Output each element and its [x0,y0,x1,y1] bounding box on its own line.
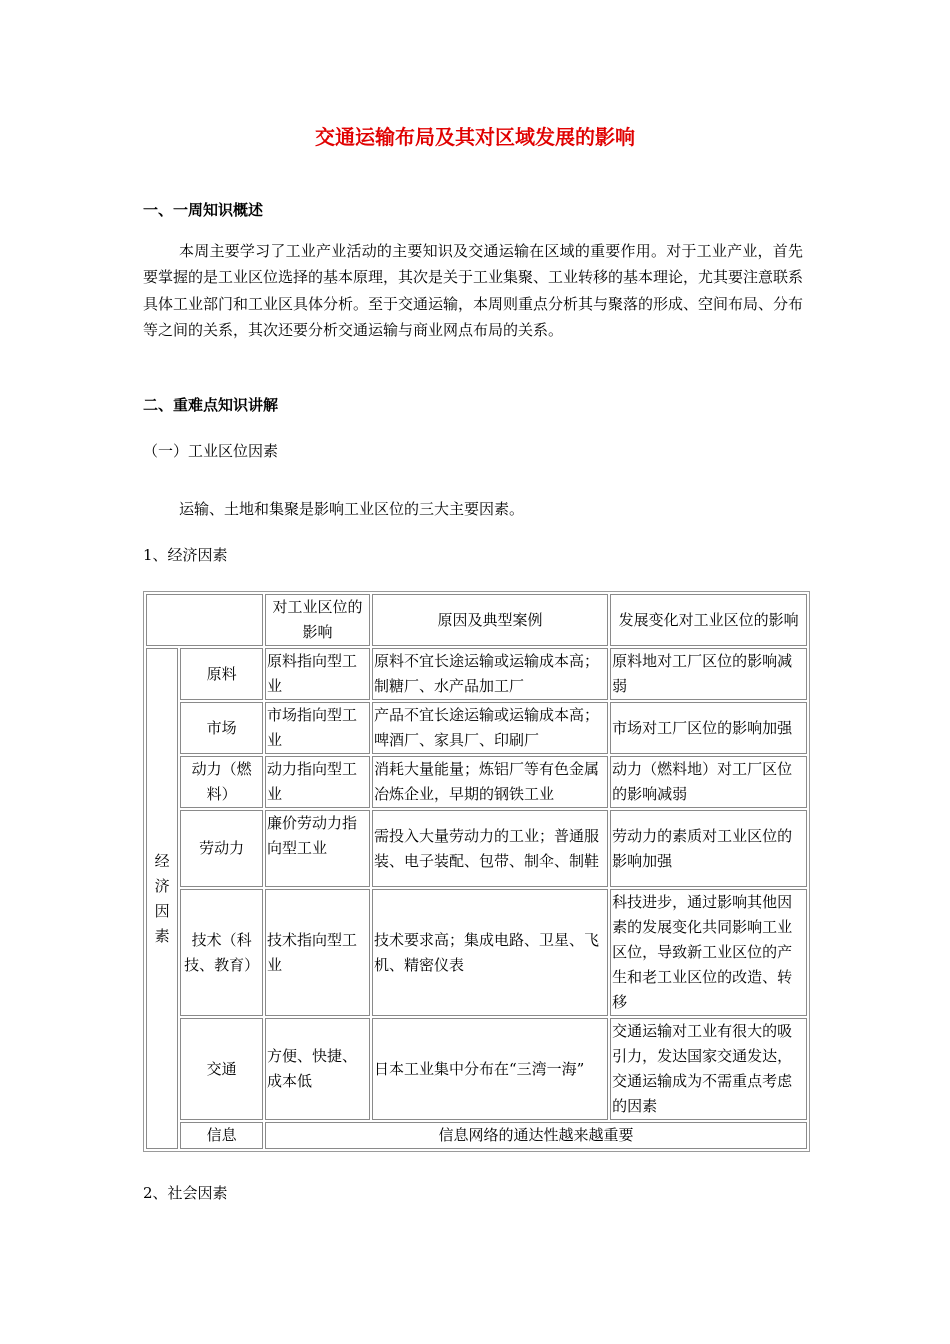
table-row [146,648,807,700]
factor-cell: 信息 [180,1122,263,1149]
table-row [146,702,807,754]
change-cell: 劳动力的素质对工业区位的影响加强 [610,810,807,887]
change-cell: 交通运输对工业有很大的吸引力，发达国家交通发达，交通运输成为不需重点考虑的因素 [610,1018,807,1120]
factor-cell: 技术（科技、教育） [180,889,263,1016]
influence-cell: 市场指向型工业 [265,702,370,754]
reason-cell: 消耗大量能量；炼铝厂等有色金属冶炼企业，早期的钢铁工业 [372,756,608,808]
section-heading-key-points: 二、重难点知识讲解 [143,396,279,414]
group-label-cell: 经济因素 [146,648,178,1149]
factor-cell: 劳动力 [180,810,263,887]
section-heading-overview: 一、一周知识概述 [143,201,264,219]
factor-cell: 交通 [180,1018,263,1120]
header-empty-cell [146,594,263,646]
intro-text: 运输、土地和集聚是影响工业区位的三大主要因素。 [179,500,525,518]
table-row-info [146,1122,807,1149]
header-influence: 对工业区位的影响 [265,594,370,646]
reason-cell: 产品不宜长途运输或运输成本高；啤酒厂、家具厂、印刷厂 [372,702,608,754]
reason-cell: 需投入大量劳动力的工业；普通服装、电子装配、包带、制伞、制鞋 [372,810,608,887]
change-cell: 市场对工厂区位的影响加强 [610,702,807,754]
economic-factors-table [143,591,810,1152]
influence-cell: 动力指向型工业 [265,756,370,808]
header-reason: 原因及典型案例 [372,594,608,646]
change-cell: 动力（燃料地）对工厂区位的影响减弱 [610,756,807,808]
info-text-cell: 信息网络的通达性越来越重要 [265,1122,807,1149]
change-cell: 原料地对工厂区位的影响减弱 [610,648,807,700]
table-row [146,1018,807,1120]
table-row [146,889,807,1016]
social-factors-heading: 2、社会因素 [143,1184,228,1202]
header-change: 发展变化对工业区位的影响 [610,594,807,646]
factor-cell: 动力（燃料） [180,756,263,808]
influence-cell: 技术指向型工业 [265,889,370,1016]
subsection-heading-industrial-location: （一）工业区位因素 [143,442,279,460]
economic-factors-heading: 1、经济因素 [143,546,228,564]
factor-cell: 市场 [180,702,263,754]
reason-cell: 日本工业集中分布在“三湾一海” [372,1018,608,1120]
reason-cell: 技术要求高；集成电路、卫星、飞机、精密仪表 [372,889,608,1016]
table-header-row [146,594,807,646]
table-row [146,810,807,887]
reason-cell: 原料不宜长途运输或运输成本高；制糖厂、水产品加工厂 [372,648,608,700]
overview-paragraph: 本周主要学习了工业产业活动的主要知识及交通运输在区域的重要作用。对于工业产业，首先要掌握的是工业区位选择的基本原理，其次是关于工业集聚、工业转移的基本理论，尤其要注意联系具体工业部门和工业区具体分析。至于交通运输，本周则重点分析其与聚落的形成、空间布局、分布等之间的关系，其次还要分析交通运输与商业网点布局的关系。 [143,242,804,340]
influence-cell: 原料指向型工业 [265,648,370,700]
factor-cell: 原料 [180,648,263,700]
influence-cell: 廉价劳动力指向型工业 [265,810,370,887]
table-row [146,756,807,808]
page-title: 交通运输布局及其对区域发展的影响 [315,125,635,149]
influence-cell: 方便、快捷、成本低 [265,1018,370,1120]
change-cell: 科技进步，通过影响其他因素的发展变化共同影响工业区位，导致新工业区位的产生和老工业区位的改造、转移 [610,889,807,1016]
